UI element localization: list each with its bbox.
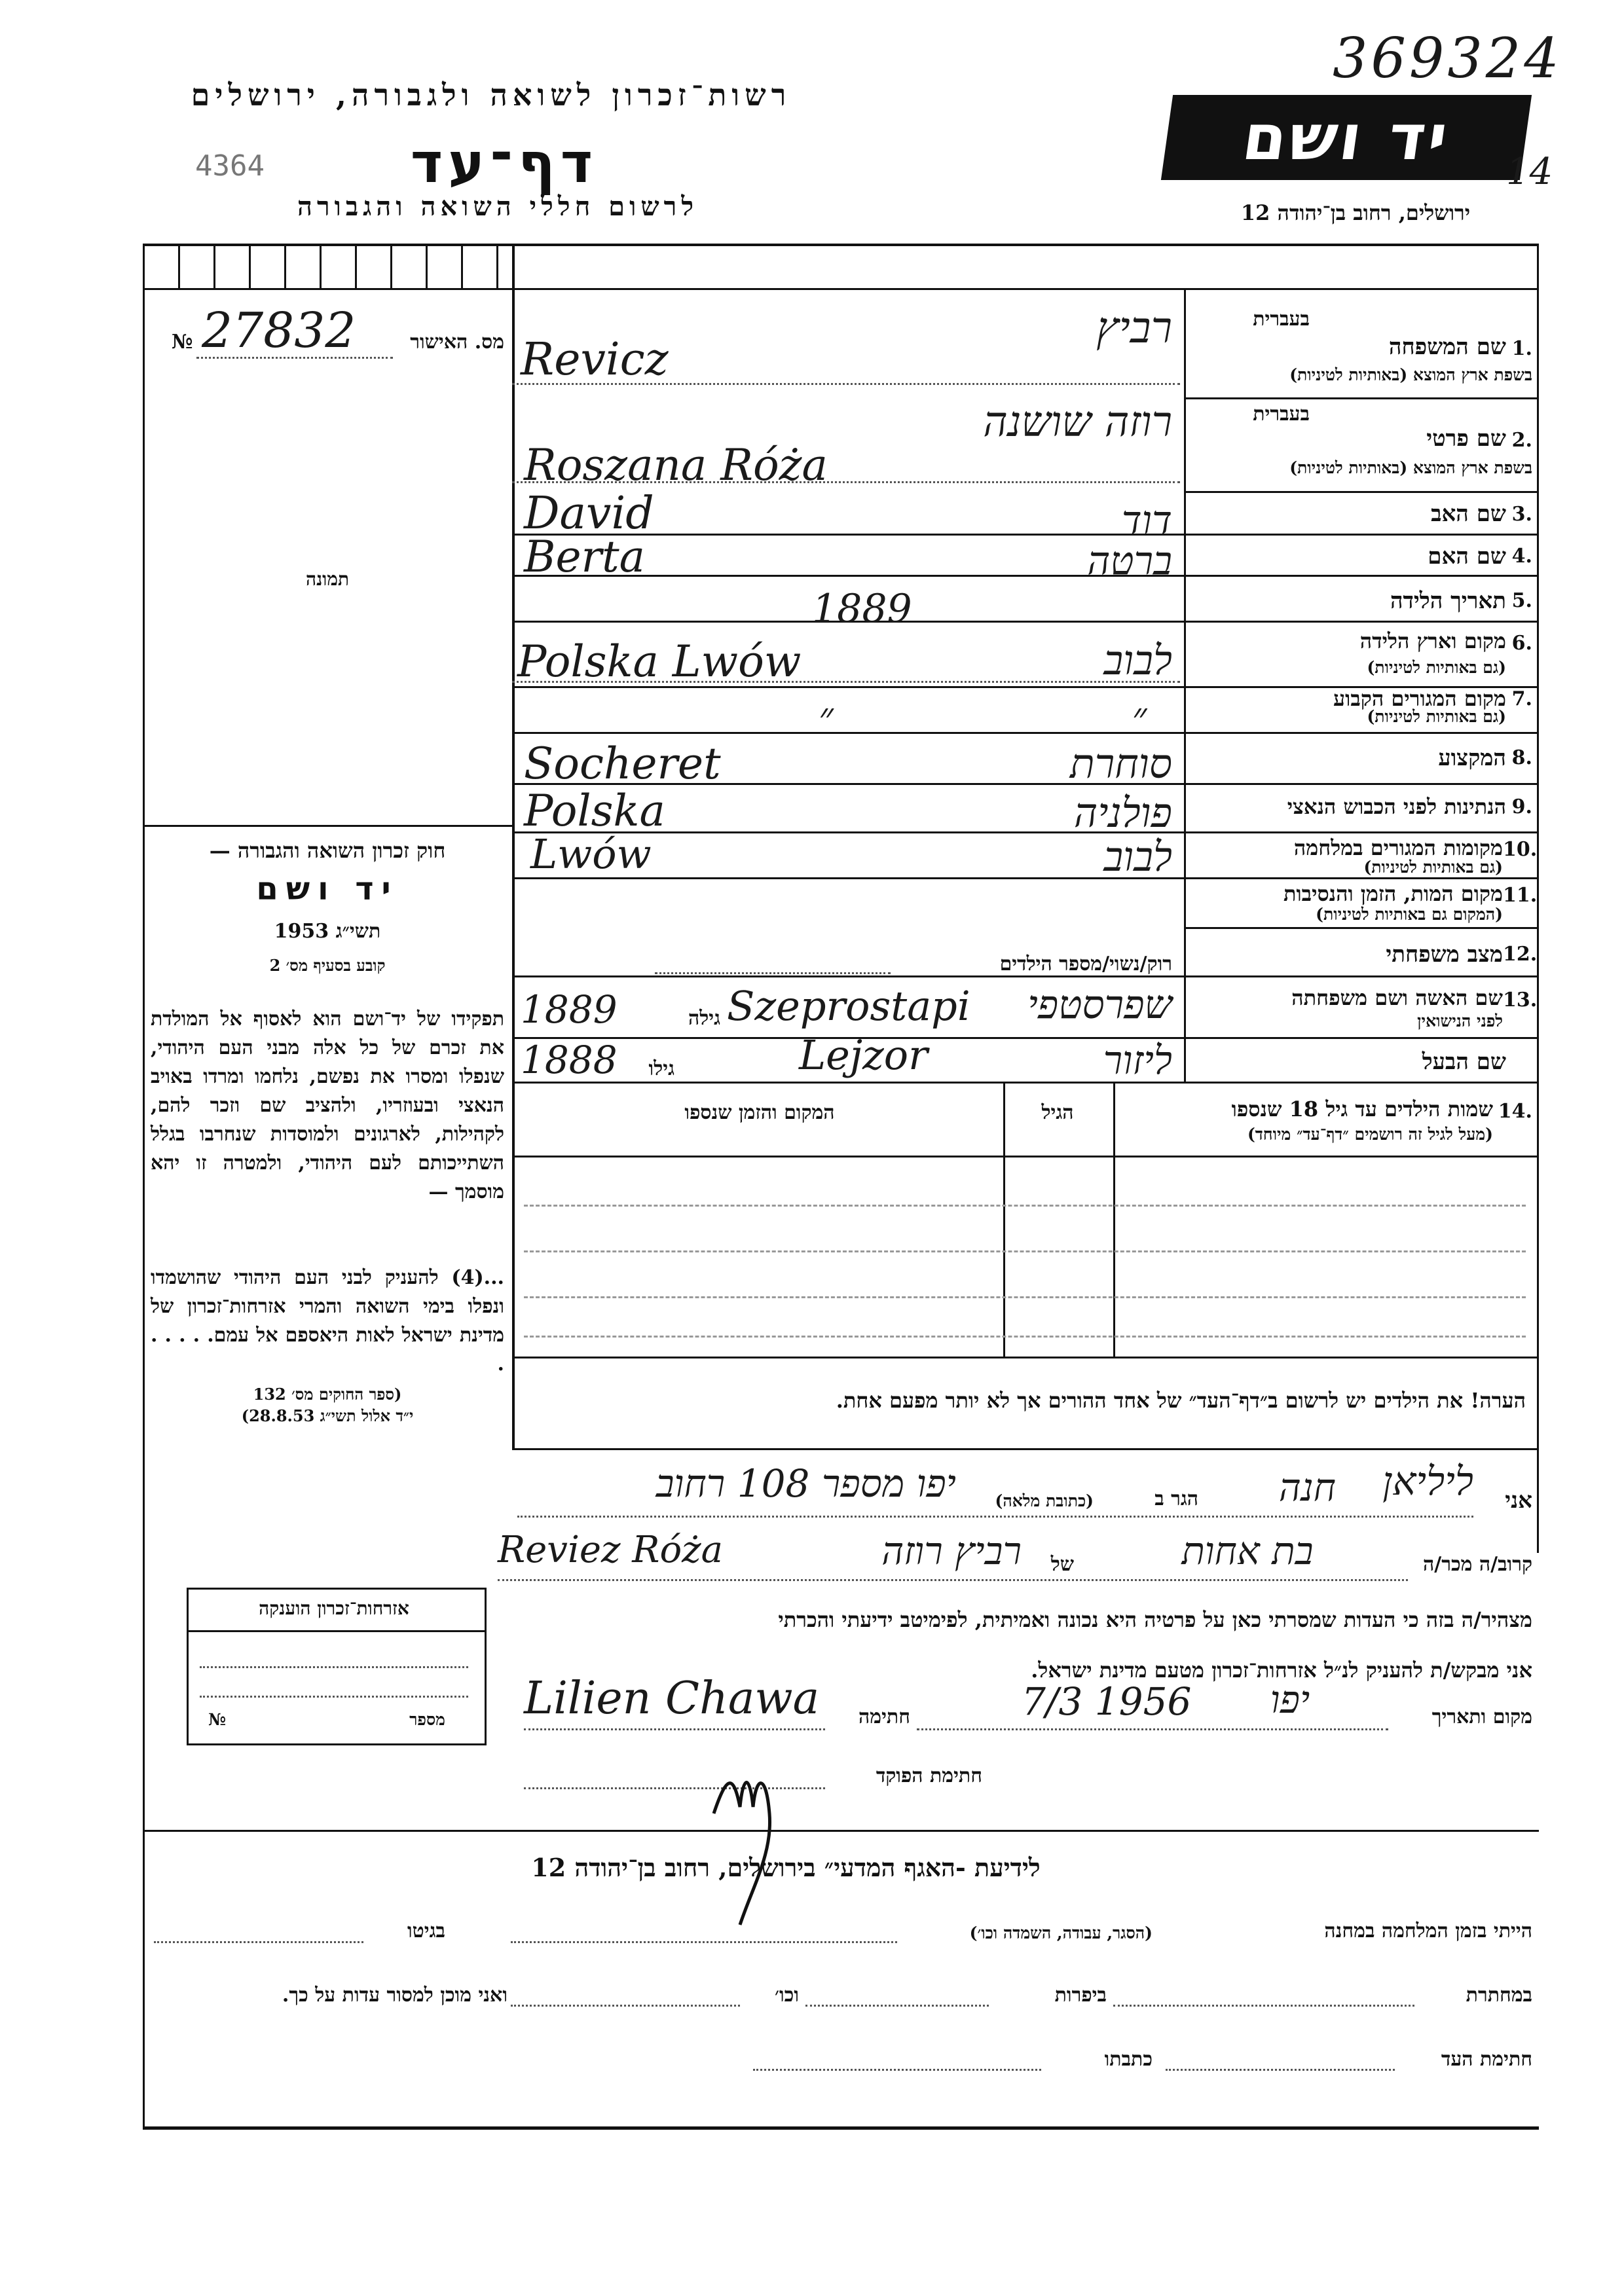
children-col-place: המקום והזמן שנספו	[684, 1101, 835, 1124]
cert-label: מס. האישור	[410, 331, 504, 354]
yad-vashem-logo	[1161, 95, 1532, 180]
husband-value-hebrew: ליזור	[1103, 1038, 1172, 1084]
left-column-divider	[512, 244, 515, 1448]
form-title: דף־עד	[410, 131, 599, 195]
label-column-divider	[1184, 288, 1186, 1082]
children-col-age: הגיל	[1041, 1101, 1074, 1124]
footer-line2-b: ביפרות	[1054, 1984, 1107, 2007]
left-border	[143, 244, 145, 2126]
field-2-hebrew-tag: בעברית	[1253, 403, 1310, 426]
field-13-label: שם האשה ושם משפחתה	[1291, 985, 1503, 1010]
field-7-value-latin: ״	[819, 694, 834, 740]
field-8-number: 8.	[1511, 746, 1532, 769]
field-1-value-hebrew: רביץ	[1096, 302, 1172, 353]
decl-place-date-label: מקום ותאריך	[1431, 1705, 1532, 1728]
citizenship-title: אזרחות־זכרון הוענקה	[259, 1597, 409, 1619]
law-name: יד ושם	[256, 871, 399, 907]
decl-officer-label: חתימת הפוקד	[876, 1764, 982, 1787]
law-year: תשי״ג 1953	[274, 920, 381, 943]
photo-box-bottom	[143, 825, 512, 827]
bottom-border	[143, 2126, 1539, 2130]
field-2-number: 2.	[1511, 429, 1532, 452]
field-1-label: שם המשפחה	[1388, 334, 1506, 360]
field-1-number: 1.	[1511, 337, 1532, 360]
decl-relative-hebrew: רביץ רוזה	[881, 1529, 1022, 1573]
law-ref-1: (ספר החוקים מס׳ 132	[253, 1385, 402, 1404]
top-border	[143, 244, 1539, 246]
law-title: חוק זכרון השואה והגבורה —	[209, 838, 446, 863]
decl-lives-at: הגר ב	[1154, 1487, 1198, 1510]
field-11-number: 11.	[1503, 884, 1538, 907]
footer-line3-a: חתימת העד	[1441, 2048, 1532, 2071]
decl-relative-latin: Reviez Róża	[498, 1529, 724, 1571]
footer-line3-b: כתבתו	[1104, 2048, 1153, 2071]
field-6-value-latin: Polska Lwów	[517, 636, 802, 687]
footer-line1-hint: (הסגר, עבודה, השמדה וכו׳)	[969, 1923, 1153, 1942]
decl-date: 7/3 1956	[1022, 1679, 1192, 1724]
field-2-label: שם פרטי	[1426, 426, 1506, 452]
cert-prefix: №	[172, 331, 193, 354]
field-9-label: הנתינות לפני הכבוש הנאצי	[1287, 794, 1506, 819]
field-10-number: 10.	[1503, 838, 1538, 861]
field-2-sub: בשפת ארץ המוצא (באותיות לטיניות)	[1289, 458, 1532, 477]
field-6-number: 6.	[1511, 632, 1532, 655]
field-5-number: 5.	[1511, 589, 1532, 612]
husband-age-value: 1888	[521, 1038, 618, 1082]
children-number: 14.	[1498, 1100, 1532, 1123]
decl-relative-label: קרוב/ה מכר/ה	[1423, 1553, 1532, 1576]
field-2-value-latin: Roszana Róża	[524, 440, 828, 490]
field-13-age-label: גילה	[688, 1007, 720, 1030]
decl-place: יפו	[1270, 1677, 1310, 1722]
archive-number: 369324	[1333, 26, 1562, 90]
field-8-value-hebrew: סוחרת	[1069, 740, 1172, 788]
children-sub: (מעל לגיל זה רושמים ״דף־עד״ מיוחד)	[1247, 1125, 1493, 1144]
decl-statement: מצהיר/ה בזה כי העדות שמסרתי כאן על פרטיה היא נכונה ואמיתית, לפימיטב ידיעתי והכרתי	[778, 1607, 1532, 1632]
footer-line1-end: בגיטו	[407, 1920, 445, 1942]
field-3-value-latin: David	[524, 488, 654, 539]
citizenship-number-label: מספר	[409, 1710, 445, 1729]
field-8-value-latin: Socheret	[524, 738, 721, 789]
field-3-number: 3.	[1511, 503, 1532, 526]
law-text-2: ...(4) להעניק לבני העם היהודי שהושמדו ונפלו בימי השואה והמרי אזרחות־זכרון של מדינת ישראל לאות היאספם אל עמם. . . . . .	[151, 1266, 504, 1376]
field-6-sub: (גם באותיות לטיניות)	[1367, 658, 1506, 677]
field-1-hebrew-tag: בעברית	[1253, 308, 1310, 331]
field-1-value-latin: Revicz	[521, 334, 669, 386]
field-13-value-latin: Szeprostapi	[727, 982, 970, 1030]
field-5-label: תאריך הלידה	[1390, 588, 1506, 614]
cert-number: 27832	[202, 302, 356, 359]
field-5-value: 1889	[812, 586, 912, 632]
decl-of-label: של	[1050, 1553, 1074, 1576]
law-ref-2: י״ד אלול תשי״ג 28.8.53)	[241, 1406, 414, 1425]
decl-request: אני מבקש/ת להעניק לנ״ל אזרחות־זכרון מטעם מדינת ישראל.	[1031, 1658, 1532, 1683]
decl-signature-label: חתימה	[858, 1705, 910, 1728]
field-3-value-hebrew: דוד	[1121, 498, 1172, 543]
field-6-value-hebrew: לבוב	[1103, 636, 1172, 684]
field-13-value-hebrew: שפרסטפי	[1027, 982, 1172, 1028]
field-3-label: שם האב	[1431, 501, 1506, 527]
decl-address-hint: (כתובת מלאה)	[995, 1491, 1094, 1510]
form-subtitle: לרשום חללי השואה והגבורה	[297, 191, 699, 222]
corner-mark: 14	[1506, 151, 1553, 193]
footer-line2-c: וכו׳	[775, 1984, 799, 2007]
field-1-sub: בשפת ארץ המוצא (באותיות לטיניות)	[1289, 365, 1532, 384]
field-7-value-hebrew: ״	[1132, 694, 1147, 740]
field-13-sub: לפני הנישואין	[1417, 1011, 1503, 1030]
field-9-value-latin: Polska	[524, 786, 665, 836]
field-6-label: מקום וארץ הלידה	[1359, 629, 1506, 653]
field-7-label: מקום המגורים הקבוע	[1333, 686, 1506, 711]
decl-firstname: חנה	[1278, 1465, 1336, 1510]
footer-line1-start: הייתי בזמן המלחמה במחנה	[1324, 1920, 1532, 1942]
institution-name: רשות־זכרון לשואה ולגבורה, ירושלים	[191, 77, 792, 113]
law-text-1: תפקידו של יד־ושם הוא לאסוף אל המולדת את זכרם של כל אלה מבני העם היהודי, שנפלו ומסרו את נפשם, נלחמו ומרדו באויב הנאצי ובעוזריו, ולהציב שם וזכר להם, לקהילות, לארגונים ולמוסדות שנחרבו בגלל השתייכותם לעם היהודי, ולמטרה זו יהא מוסמך —	[151, 1008, 504, 1203]
husband-value-latin: Lejzor	[799, 1031, 928, 1079]
footer-title: לידיעת -האגף המדעי״ בירושלים, רחוב בן־יהודה 12	[531, 1853, 1041, 1882]
field-11-label: מקום המות, הזמן והנסיבות	[1283, 881, 1503, 906]
field-9-value-hebrew: פולניה	[1073, 789, 1172, 837]
field-13-age-value: 1889	[521, 987, 618, 1032]
decl-relation: בת אחות	[1181, 1529, 1314, 1573]
footer-line2-d: ואני מוכן למסור עדות על כך.	[282, 1984, 507, 2007]
field-2-value-hebrew: רוזה שושנה	[983, 398, 1172, 446]
field-9-number: 9.	[1511, 795, 1532, 818]
logo-text: יד ושם	[1238, 101, 1455, 174]
stamp-number: 4364	[195, 149, 265, 183]
right-border	[1537, 244, 1539, 1553]
field-13-number: 13.	[1503, 989, 1538, 1011]
husband-label: שם הבעל	[1422, 1049, 1506, 1075]
field-11-sub: (המקום גם באותיות לטיניות)	[1316, 905, 1503, 924]
law-clause: קובע בסעיף מס׳ 2	[269, 956, 386, 975]
decl-signature: Lilien Chawa	[524, 1673, 820, 1724]
field-10-label: מקומות המגורים במלחמה	[1293, 835, 1503, 860]
field-7-number: 7.	[1511, 687, 1532, 710]
children-label: שמות הילדים עד גיל 18 שנספו	[1231, 1097, 1493, 1121]
children-note: הערה! את הילדים יש לרשום ב״דף־העד״ של אחד ההורים אך לא יותר מפעם אחת.	[836, 1388, 1526, 1413]
decl-ani: אני	[1505, 1487, 1532, 1514]
decl-surname: ליליאן	[1382, 1459, 1473, 1504]
tick-strip-bottom	[143, 288, 512, 290]
photo-label: תמונה	[305, 568, 350, 590]
decl-address: יפו מספר 108 רחוב	[655, 1461, 956, 1506]
field-7-sub: (גם באותיות לטיניות)	[1367, 707, 1506, 726]
field-10-value-latin: Lwów	[530, 830, 652, 878]
footer-line2-a: במחתרת	[1466, 1984, 1532, 2007]
field-4-label: שם האם	[1428, 543, 1506, 570]
field-4-value-hebrew: ברטה	[1087, 538, 1172, 584]
officer-signature	[688, 1735, 799, 1931]
field-12-extra: רוק/נשוי/מספר הילדים	[999, 953, 1172, 975]
citizenship-number-prefix: №	[208, 1710, 227, 1729]
field-10-value-hebrew: לבוב	[1103, 833, 1172, 881]
field-8-label: המקצוע	[1438, 745, 1506, 771]
field-12-number: 12.	[1503, 943, 1538, 966]
field-4-number: 4.	[1511, 545, 1532, 568]
field-12-label: מצב משפחתי	[1386, 941, 1503, 968]
field-10-sub: (גם באותיות לטיניות)	[1363, 858, 1503, 877]
husband-age-label: גילו	[648, 1057, 674, 1080]
address: ירושלים, רחוב בן־יהודה 12	[1240, 200, 1471, 225]
field-4-value-latin: Berta	[524, 532, 645, 582]
